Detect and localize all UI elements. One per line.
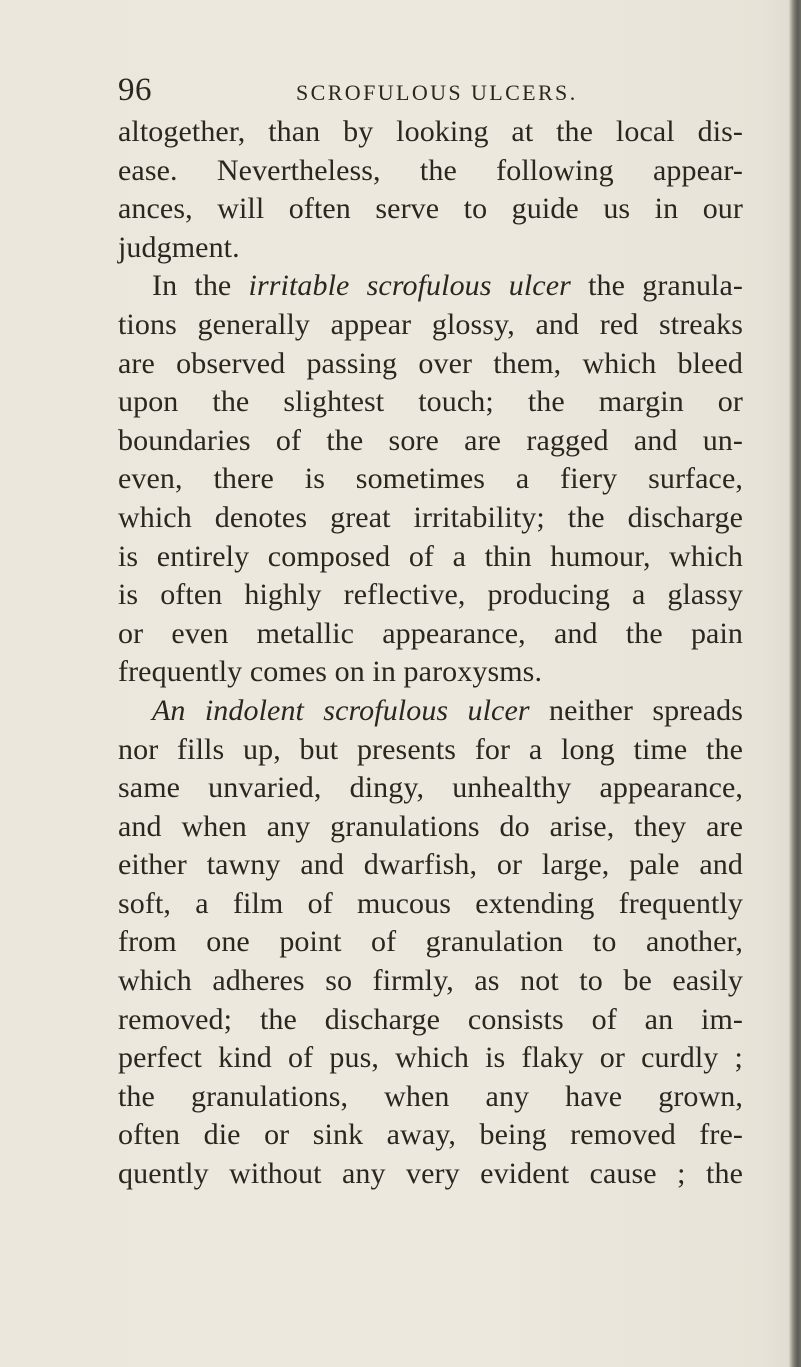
text-line: perfect kind of pus, which is flaky or curdly ; [118,1041,743,1075]
text-line: tions generally appear glossy, and red streaks [118,307,743,341]
italic-term: irritable scrofulous ulcer [248,269,571,303]
text-line: which denotes great irritability; the discharge [118,500,743,534]
page-header [118,70,738,114]
text-line: removed; the discharge consists of an im- [118,1002,743,1036]
text-line: from one point of granulation to another, [118,925,743,959]
text-line: is entirely composed of a thin humour, which [118,539,743,573]
text-line: judgment. [118,230,240,264]
text-line: either tawny and dwarfish, or large, pale and [118,848,743,882]
text-line: frequently comes on in paroxysms. [118,655,543,689]
text-line: ances, will often serve to guide us in our [118,192,743,226]
text-line: boundaries of the sore are ragged and un- [118,423,743,457]
text-line: the granulations, when any have grown, [118,1079,743,1113]
page-number: 96 [118,72,152,108]
text-line: In the irritable scrofulous ulcer the granula- [152,269,743,303]
text-line: is often highly reflective, producing a glassy [118,578,743,612]
text-line: or even metallic appearance, and the pain [118,616,743,650]
running-title: SCROFULOUS ULCERS. [296,80,578,105]
text-line: are observed passing over them, which bleed [118,346,743,380]
text-line: An indolent scrofulous ulcer neither spreads [152,693,743,727]
italic-term: An indolent scrofulous ulcer [152,693,530,727]
text-line: which adheres so firmly, as not to be easily [118,964,743,998]
text-line: nor fills up, but presents for a long time the [118,732,743,766]
text-line: quently without any very evident cause ; the [118,1157,743,1191]
text-line: upon the slightest touch; the margin or [118,385,743,419]
text-line: and when any granulations do arise, they are [118,809,743,843]
text-line: often die or sink away, being removed fre- [118,1118,743,1152]
page-edge-shadow [789,0,801,1367]
body-text [118,113,743,1194]
text-line: altogether, than by looking at the local dis- [118,115,743,148]
text-line: even, there is sometimes a fiery surface, [118,462,743,496]
text-line: soft, a film of mucous extending frequently [118,886,743,920]
text-line: same unvaried, dingy, unhealthy appearance, [118,771,743,805]
text-line: ease. Nevertheless, the following appear- [118,153,743,187]
